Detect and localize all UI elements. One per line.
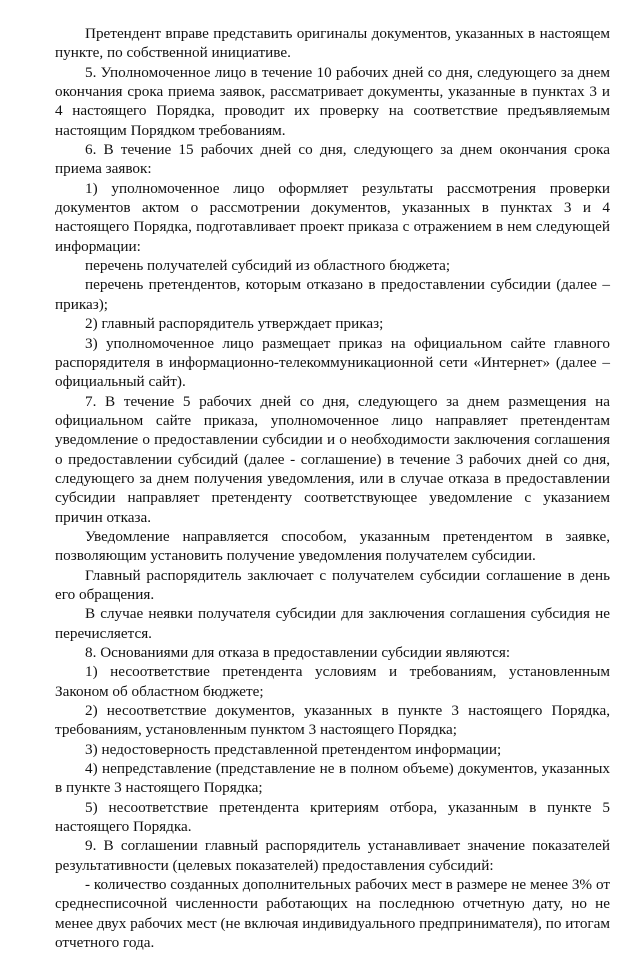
paragraph-11: Главный распорядитель заключает с получателем субсидии соглашение в день его обращения. xyxy=(55,566,610,603)
paragraph-16: 3) недостоверность представленной претендентом информации; xyxy=(85,740,502,758)
paragraph-9: 7. В течение 5 рабочих дней со дня, следующего за днем размещения на официальном сайте приказа, уполномоченное лицо направляет претендентам уведомление о предоставлении субсидии и о необходимости заключения соглашения о предоставлении субсидий (далее - соглашение) в течение 3 рабочих дней со дня, следующего за днем получения уведомления, или в случае отказа в предоставлении субсидии направляет претенденту соответствующее уведомление с указанием причин отказа. xyxy=(55,392,610,526)
paragraph-5: перечень получателей субсидий из областного бюджета; xyxy=(85,257,451,275)
paragraph-3: 6. В течение 15 рабочих дней со дня, следующего за днем окончания срока приема заявок: xyxy=(55,141,610,178)
paragraph-7: 2) главный распорядитель утверждает приказ; xyxy=(85,315,384,333)
paragraph-4: 1) уполномоченное лицо оформляет результаты рассмотрения проверки документов актом о рассмотрении документов, указанных в пунктах 3 и 4 настоящего Порядка, подготавливает проект приказа с отражением в нем следующей информации: xyxy=(55,179,610,255)
paragraph-18: 5) несоответствие претендента критериям отбора, указанным в пункте 5 настоящего Порядка. xyxy=(55,798,610,836)
paragraph-17: 4) непредставление (представление не в полном объеме) документов, указанных в пункте 3 настоящего Порядка; xyxy=(55,760,610,797)
paragraph-19: 9. В соглашении главный распорядитель устанавливает значение показателей результативности (целевых показателей) предоставления субсидий: xyxy=(55,837,610,874)
paragraph-12: В случае неявки получателя субсидии для заключения соглашения субсидия не перечисляется. xyxy=(55,605,610,642)
paragraph-14: 1) несоответствие претендента условиям и требованиям, установленным Законом об областном бюджете; xyxy=(55,663,610,700)
paragraph-6: перечень претендентов, которым отказано в предоставлении субсидии (далее – приказ); xyxy=(55,276,610,313)
paragraph-8: 3) уполномоченное лицо размещает приказ на официальном сайте главного распорядителя в информационно-телекоммуникационной сети «Интернет» (далее – официальный сайт). xyxy=(55,334,610,391)
paragraph-2: 5. Уполномоченное лицо в течение 10 рабочих дней со дня, следующего за днем окончания срока приема заявок, рассматривает документы, указанные в пунктах 3 и 4 настоящего Порядка, проводит их проверку на соответствие предъявляемым настоящим Порядком требованиям. xyxy=(55,63,610,139)
paragraph-10: Уведомление направляется способом, указанным претендентом в заявке, позволяющим установить получение уведомления получателем субсидии. xyxy=(55,527,610,565)
paragraph-15: 2) несоответствие документов, указанных в пункте 3 настоящего Порядка, требованиям, установленным пунктом 3 настоящего Порядка; xyxy=(55,702,610,739)
paragraph-13: 8. Основаниями для отказа в предоставлении субсидии являются: xyxy=(85,644,511,661)
paragraph-20: - количество созданных дополнительных рабочих мест в размере не менее 3% от среднесписочной численности работающих на последнюю отчетную дату, но не менее двух рабочих мест (не включая индивидуального предпринимателя), по итогам отчетного года. xyxy=(55,876,610,952)
paragraph-1: Претендент вправе представить оригиналы документов, указанных в настоящем пункте, по собственной инициативе. xyxy=(55,25,610,62)
